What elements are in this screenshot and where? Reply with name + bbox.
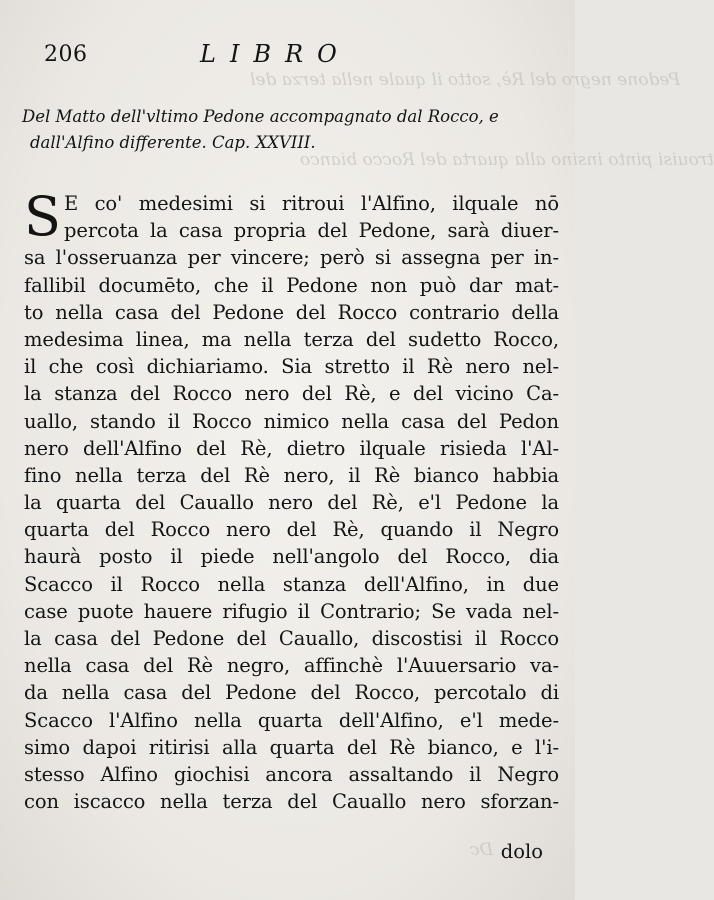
text-line: sa l'osseruanza per vincere; però si assegna per in- bbox=[24, 246, 559, 270]
chapter-heading bbox=[22, 104, 562, 156]
show-through-text: Dc bbox=[470, 840, 494, 860]
catchword: dolo bbox=[500, 840, 543, 863]
text-line: uallo, stando il Rocco nimico nella casa del Pedon bbox=[24, 409, 559, 433]
text-line: medesima linea, ma nella terza del sudetto Rocco, bbox=[24, 327, 559, 351]
text-line: il che così dichiariamo. Sia stretto il Rè nero nel- bbox=[24, 355, 559, 379]
text-line: nella casa del Rè negro, affinchè l'Auuersario va- bbox=[24, 654, 559, 678]
chapter-title-line-1: Del Matto dell'vltimo Pedone accompagnato dal Rocco, e bbox=[22, 107, 499, 126]
text-line: quarta del Rocco nero del Rè, quando il Negro bbox=[24, 518, 559, 542]
drop-cap-initial: S bbox=[24, 185, 61, 248]
body-text bbox=[24, 185, 559, 815]
text-line: case puote hauere rifugio il Contrario; Se vada nel- bbox=[24, 599, 559, 623]
text-line: fallibil documēto, che il Pedone non può dar mat- bbox=[24, 273, 559, 297]
page-number: 206 bbox=[44, 42, 88, 67]
text-line: la quarta del Cauallo nero del Rè, e'l Pedone la bbox=[24, 491, 559, 515]
show-through-text: trouisi pinto insino alla quarta del Rocco bianco bbox=[300, 150, 714, 170]
text-line: simo dapoi ritirisi alla quarta del Rè bianco, e l'i- bbox=[24, 735, 559, 759]
text-line: fino nella terza del Rè nero, il Rè bianco habbia bbox=[24, 463, 559, 487]
text-line: nero dell'Alfino del Rè, dietro ilquale risieda l'Al- bbox=[24, 436, 559, 460]
text-line: to nella casa del Pedone del Rocco contrario della bbox=[24, 300, 559, 324]
running-title: LIBRO bbox=[200, 40, 351, 68]
page-header bbox=[0, 40, 575, 70]
text-line: haurà posto il piede nell'angolo del Rocco, dia bbox=[24, 545, 559, 569]
text-line: con iscacco nella terza del Cauallo nero sforzan- bbox=[24, 790, 559, 814]
show-through-text: Pedone negro del Rè, sotto il quale nella terza del bbox=[250, 70, 681, 90]
text-line: percota la casa propria del Pedone, sarà diuer- bbox=[64, 219, 559, 243]
text-line: da nella casa del Pedone del Rocco, percotalo di bbox=[24, 681, 559, 705]
text-line: la casa del Pedone del Cauallo, discostisi il Rocco bbox=[24, 627, 559, 650]
text-line: E co' medesimi si ritroui l'Alfino, ilquale nō bbox=[64, 192, 559, 215]
text-line: la stanza del Rocco nero del Rè, e del vicino Ca- bbox=[24, 382, 559, 406]
text-line: stesso Alfino giochisi ancora assaltando il Negro bbox=[24, 762, 559, 786]
text-line: Scacco l'Alfino nella quarta dell'Alfino, e'l mede- bbox=[24, 708, 559, 732]
opening-paragraph-start bbox=[24, 185, 559, 248]
chapter-title-line-2: dall'Alfino differente. Cap. XXVIII. bbox=[30, 133, 316, 152]
text-line: Scacco il Rocco nella stanza dell'Alfino, in due bbox=[24, 572, 559, 596]
